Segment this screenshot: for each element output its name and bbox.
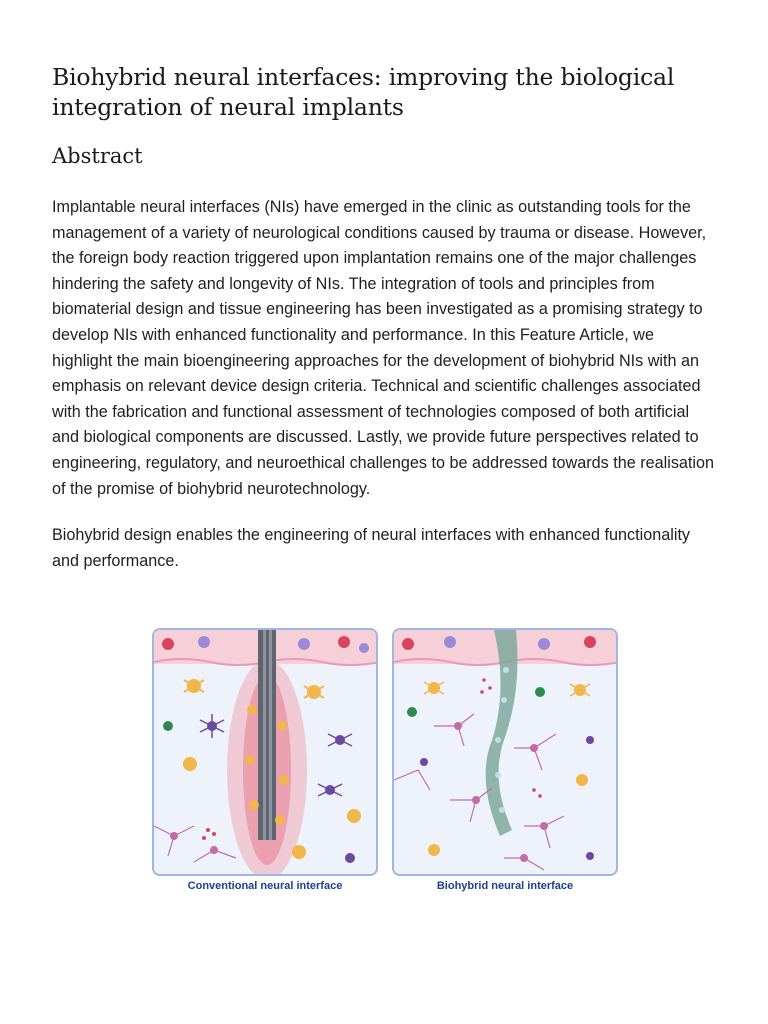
abstract-paragraph: Implantable neural interfaces (NIs) have emerged in the clinic as outstanding tools for the management of a variety of neurological conditions caused by trauma or disease. However, the foreign body reaction triggered upon implantation remains one of the major challenges hindering the safety and longevity of NIs. The integration of tools and principles from biomaterial design and tissue engineering has been investigated as a promising strategy to develop NIs with enhanced functionality and performance. In this Feature Article, we highlight the main bioengineering approaches for the development of biohybrid NIs with an emphasis on relevant device design criteria. Technical and scientific challenges associated with the fabrication and functional assessment of technologies composed of both artificial and biological components are discussed. Lastly, we provide future perspectives related to engineering, regulatory, and neuroethical challenges to be addressed towards the realisation of the promise of biohybrid neurotechnology. [52, 198, 715, 498]
conventional-interface-panel [152, 628, 378, 876]
biohybrid-interface-panel [392, 628, 618, 876]
abstract-heading: Abstract [52, 144, 143, 168]
biohybrid-interface-illustration [394, 630, 618, 876]
conventional-interface-caption: Conventional neural interface [187, 880, 343, 892]
biohybrid-interface-caption: Biohybrid neural interface [436, 880, 574, 892]
article [52, 62, 716, 574]
graphical-abstract-figure [152, 628, 618, 898]
conventional-interface-illustration [154, 630, 378, 876]
article-title: Biohybrid neural interfaces: improving the biological integration of neural implants [52, 63, 675, 121]
summary-paragraph: Biohybrid design enables the engineering of neural interfaces with enhanced functionality and performance. [52, 526, 691, 570]
